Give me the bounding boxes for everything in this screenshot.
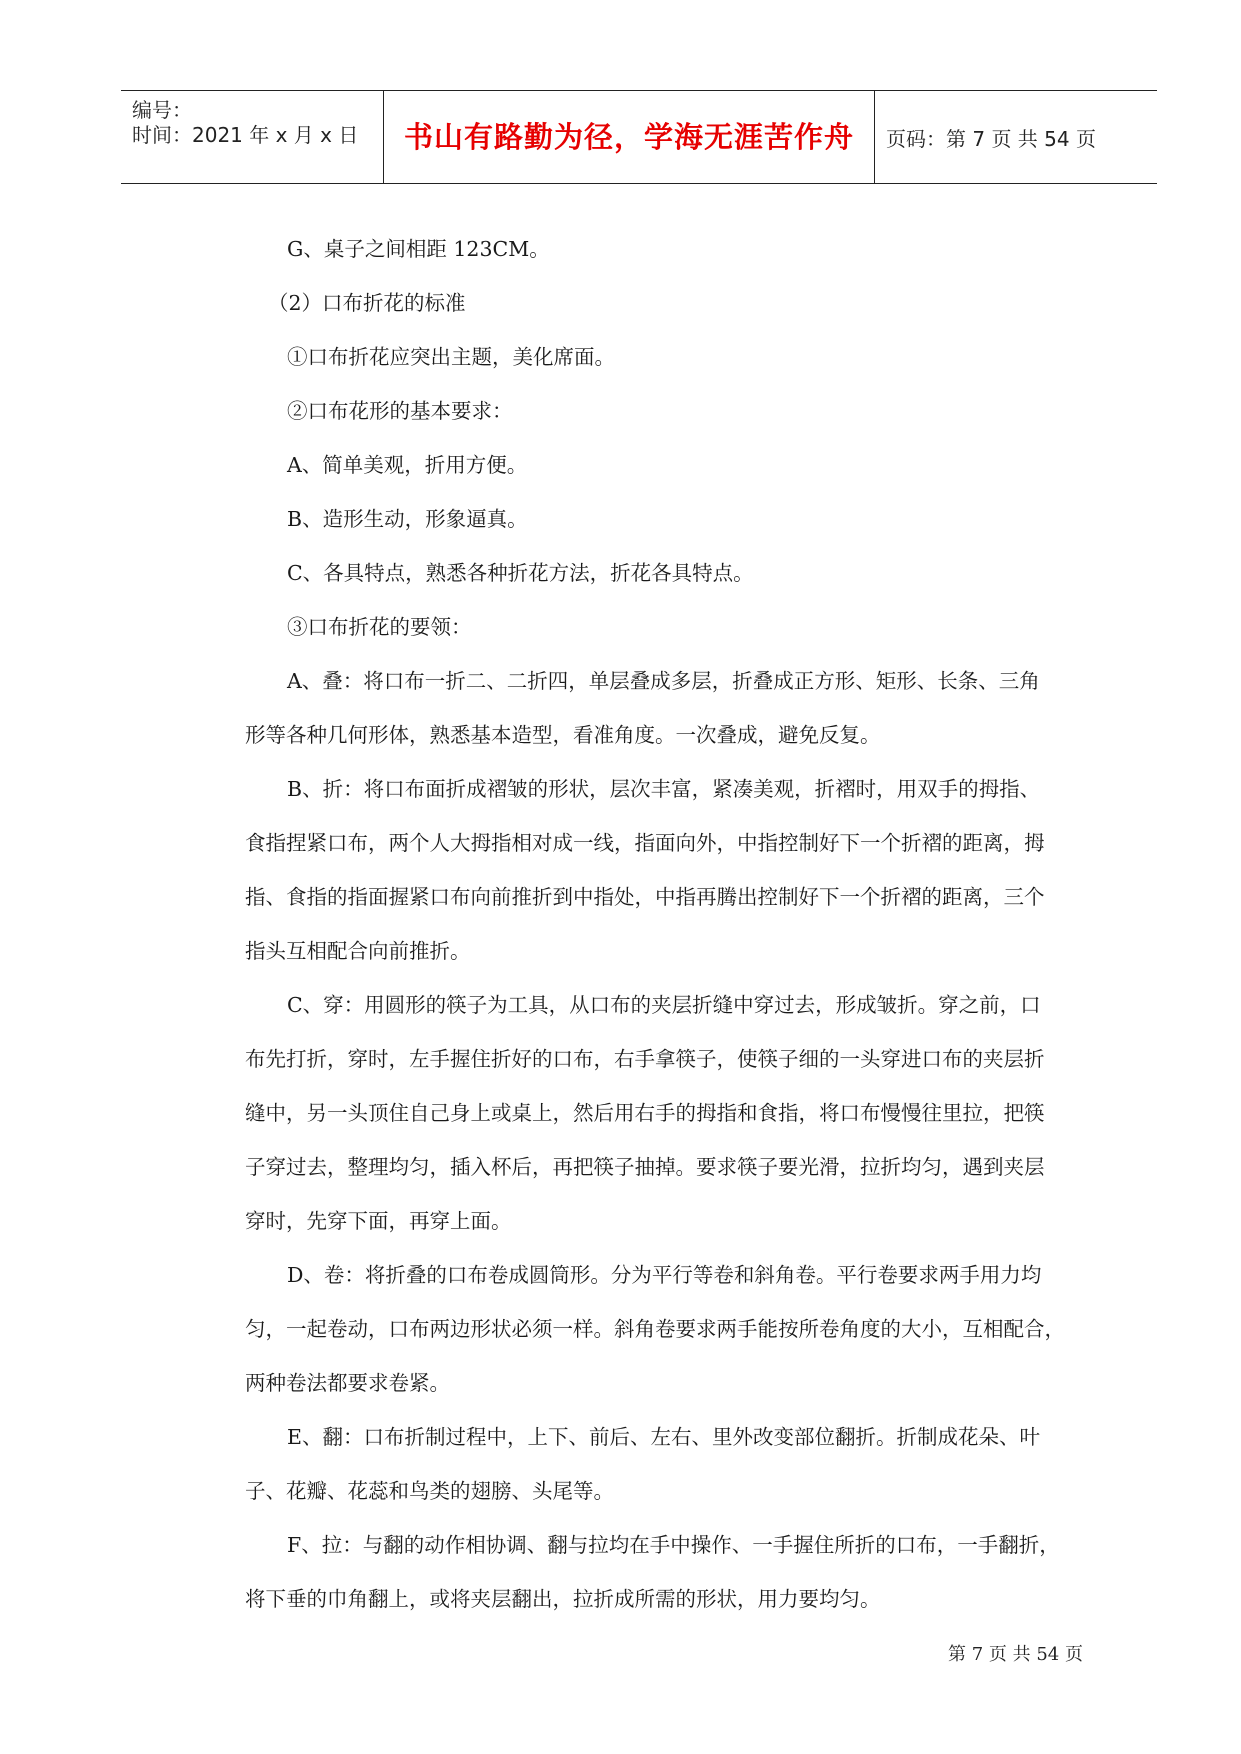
body-line: ②口布花形的基本要求： — [287, 399, 513, 423]
body-line: C、各具特点，熟悉各种折花方法，折花各具特点。 — [287, 561, 754, 585]
body-line: C、穿：用圆形的筷子为工具，从口布的夹层折缝中穿过去，形成皱折。穿之前，口 — [287, 993, 1041, 1017]
body-line: 形等各种几何形体，熟悉基本造型，看准角度。一次叠成，避免反复。 — [245, 723, 881, 747]
document-number-label: 编号： — [132, 98, 192, 122]
page-header — [121, 90, 1157, 184]
body-line: 穿时，先穿下面，再穿上面。 — [245, 1209, 512, 1233]
page-footer: 第 7 页 共 54 页 — [948, 1644, 1083, 1665]
body-line: G、桌子之间相距 123CM。 — [287, 237, 550, 261]
body-line: 食指捏紧口布，两个人大拇指相对成一线，指面向外，中指控制好下一个折褶的距离，拇 — [245, 831, 1045, 855]
body-line: 将下垂的巾角翻上，或将夹层翻出，拉折成所需的形状，用力要均匀。 — [245, 1587, 881, 1611]
body-line: 指头互相配合向前推折。 — [245, 939, 471, 963]
header-page-label: 页码：第 7 页 共 54 页 — [886, 127, 1096, 151]
body-line: 匀，一起卷动，口布两边形状必须一样。斜角卷要求两手能按所卷角度的大小，互相配合， — [245, 1317, 1065, 1341]
body-line: ③口布折花的要领： — [287, 615, 472, 639]
body-line: E、翻：口布折制过程中，上下、前后、左右、里外改变部位翻折。折制成花朵、叶 — [287, 1425, 1040, 1449]
body-line: 缝中，另一头顶住自己身上或桌上，然后用右手的拇指和食指，将口布慢慢往里拉，把筷 — [245, 1101, 1045, 1125]
body-line: A、简单美观，折用方便。 — [287, 453, 528, 477]
header-divider — [874, 91, 875, 183]
body-line: F、拉：与翻的动作相协调、翻与拉均在手中操作、一手握住所折的口布，一手翻折， — [287, 1533, 1060, 1557]
body-line: 子穿过去，整理均匀，插入杯后，再把筷子抽掉。要求筷子要光滑，拉折均匀，遇到夹层 — [245, 1155, 1045, 1179]
body-line: B、造形生动，形象逼真。 — [287, 507, 528, 531]
body-line: （2）口布折花的标准 — [268, 291, 466, 315]
body-line: ①口布折花应突出主题，美化席面。 — [287, 345, 615, 369]
header-motto: 书山有路勤为径，学海无涯苦作舟 — [403, 120, 854, 154]
body-line: 指、食指的指面握紧口布向前推折到中指处，中指再腾出控制好下一个折褶的距离，三个 — [245, 885, 1045, 909]
body-line: B、折：将口布面折成褶皱的形状，层次丰富，紧凑美观，折褶时，用双手的拇指、 — [287, 777, 1041, 801]
body-line: A、叠：将口布一折二、二折四，单层叠成多层，折叠成正方形、矩形、长条、三角 — [287, 669, 1040, 693]
body-line: 两种卷法都要求卷紧。 — [245, 1371, 450, 1395]
body-line: 布先打折，穿时，左手握住折好的口布，右手拿筷子，使筷子细的一头穿进口布的夹层折 — [245, 1047, 1045, 1071]
document-date-label: 时间：2021 年 x 月 x 日 — [132, 123, 359, 147]
body-line: D、卷：将折叠的口布卷成圆筒形。分为平行等卷和斜角卷。平行卷要求两手用力均 — [287, 1263, 1042, 1287]
body-line: 子、花瓣、花蕊和鸟类的翅膀、头尾等。 — [245, 1479, 614, 1503]
document-body — [245, 222, 1100, 1626]
